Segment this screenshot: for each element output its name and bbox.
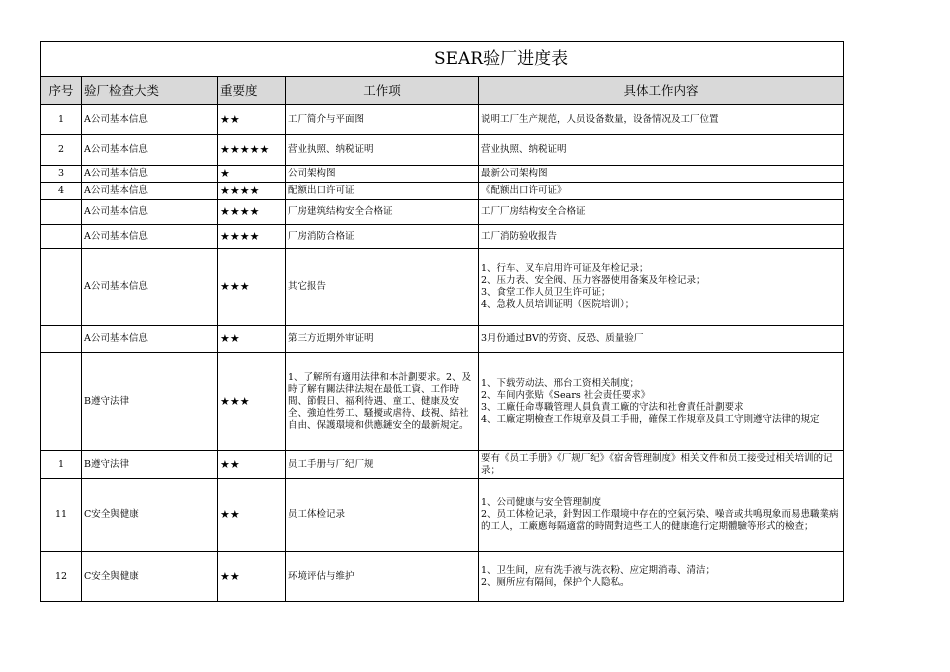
cell-item[interactable]: 营业执照、纳税证明 [286, 135, 479, 166]
table-row [41, 200, 844, 225]
detail-line: 1、行车、叉车启用许可证及年检记录； [481, 263, 649, 274]
cell-importance[interactable]: ★★ [218, 105, 286, 135]
cell-item[interactable]: 1、了解所有適用法律和本計劃要求。2、及時了解有關法律法規在最低工資、工作時間、節假日、福利待遇、童工、健康及安全、強迫性勞工、騷擾或虐待、歧視、結社自由、保護環境和供應鏈安全的最新規定。 [286, 353, 479, 451]
cell-detail[interactable] [479, 479, 844, 552]
cell-no[interactable]: 4 [41, 183, 82, 200]
detail-line: 说明工厂生产规范，人员设备数量，设备情况及工厂位置 [481, 113, 719, 125]
sheet-title: SEAR验厂进度表 [41, 42, 844, 77]
cell-no[interactable]: 1 [41, 105, 82, 135]
cell-importance[interactable]: ★★★ [218, 249, 286, 326]
detail-line: 最新公司架构图 [481, 168, 548, 179]
cell-importance[interactable]: ★★ [218, 326, 286, 353]
table-row [41, 249, 844, 326]
cell-category[interactable]: A公司基本信息 [82, 183, 218, 200]
cell-no[interactable]: 1 [41, 451, 82, 479]
cell-detail[interactable] [479, 183, 844, 200]
cell-no[interactable]: 2 [41, 135, 82, 166]
detail-line: 营业执照、纳税证明 [481, 144, 567, 155]
cell-no[interactable] [41, 249, 82, 326]
detail-line: 《配额出口许可证》 [481, 185, 567, 196]
table-row [41, 166, 844, 183]
table-row [41, 353, 844, 451]
detail-line: 1、下载劳动法、邢台工资相关制度； [481, 377, 640, 389]
cell-importance[interactable]: ★★ [218, 552, 286, 602]
table-row [41, 135, 844, 166]
detail-line: 4、急救人员培训证明（医院培训）； [481, 299, 635, 310]
detail-line: 3、工廠任命專職管理人員負責工廠的守法和社會責任計劃要求 [481, 401, 744, 413]
cell-importance[interactable]: ★★★ [218, 353, 286, 451]
cell-importance[interactable]: ★★★★ [218, 200, 286, 225]
detail-line: 1、卫生间，应有洗手液与洗衣粉、应定期消毒、清洁； [481, 564, 716, 576]
detail-line: 工厂消防验收报告 [481, 230, 558, 242]
cell-no[interactable] [41, 326, 82, 353]
cell-detail[interactable] [479, 552, 844, 602]
cell-detail[interactable] [479, 200, 844, 225]
table-row [41, 105, 844, 135]
table-row [41, 552, 844, 602]
header-item[interactable]: 工作项 [286, 77, 479, 105]
cell-category[interactable]: A公司基本信息 [82, 225, 218, 249]
table-row [41, 326, 844, 353]
table-row [41, 183, 844, 200]
cell-detail[interactable] [479, 451, 844, 479]
cell-item[interactable]: 厂房建筑结构安全合格证 [286, 200, 479, 225]
detail-line: 2、厕所应有隔间，保护个人隐私。 [481, 576, 630, 588]
cell-importance[interactable]: ★★ [218, 451, 286, 479]
cell-item[interactable]: 工厂简介与平面图 [286, 105, 479, 135]
cell-category[interactable]: A公司基本信息 [82, 135, 218, 166]
cell-category[interactable]: A公司基本信息 [82, 249, 218, 326]
table-row [41, 225, 844, 249]
detail-line: 工厂厂房结构安全合格证 [481, 206, 586, 217]
cell-item[interactable]: 第三方近期外审证明 [286, 326, 479, 353]
cell-no[interactable] [41, 200, 82, 225]
table-row [41, 479, 844, 552]
header-row [41, 77, 844, 105]
cell-no[interactable]: 11 [41, 479, 82, 552]
detail-line: 3、食堂工作人员卫生许可证； [481, 287, 611, 298]
cell-category[interactable]: A公司基本信息 [82, 105, 218, 135]
cell-detail[interactable] [479, 326, 844, 353]
detail-line: 2、压力表、安全阀、压力容器使用备案及年检记录； [481, 275, 706, 286]
header-category[interactable]: 验厂检查大类 [82, 77, 218, 105]
cell-item[interactable]: 公司架构图 [286, 166, 479, 183]
header-detail[interactable]: 具体工作内容 [479, 77, 844, 105]
cell-detail[interactable] [479, 249, 844, 326]
detail-line: 要有《员工手册》《厂规厂纪》《宿舍管理制度》相关文件和员工接受过相关培训的记录； [481, 452, 833, 476]
cell-item[interactable]: 配额出口许可证 [286, 183, 479, 200]
detail-line: 3月份通过BV的劳资、反恐、质量验厂 [481, 333, 644, 344]
table-row [41, 451, 844, 479]
cell-detail[interactable] [479, 105, 844, 135]
cell-importance[interactable]: ★ [218, 166, 286, 183]
cell-item[interactable]: 其它报告 [286, 249, 479, 326]
cell-importance[interactable]: ★★★★ [218, 225, 286, 249]
cell-detail[interactable] [479, 353, 844, 451]
cell-detail[interactable] [479, 135, 844, 166]
progress-table [40, 41, 844, 602]
cell-no[interactable]: 12 [41, 552, 82, 602]
cell-no[interactable] [41, 353, 82, 451]
cell-no[interactable] [41, 225, 82, 249]
detail-line: 2、员工体检记录，針對因工作環境中存在的空氣污染、噪音或共鳴現象而易患職業病的工人，工廠應每隔適當的時間對這些工人的健康進行定期體驗等形式的檢查； [481, 509, 839, 532]
cell-detail[interactable] [479, 225, 844, 249]
cell-item[interactable]: 厂房消防合格证 [286, 225, 479, 249]
detail-line: 2、车间内张贴《Sears 社会责任要求》 [481, 389, 651, 401]
cell-category[interactable]: C安全與健康 [82, 479, 218, 552]
header-importance[interactable]: 重要度 [218, 77, 286, 105]
cell-category[interactable]: C安全與健康 [82, 552, 218, 602]
cell-importance[interactable]: ★★ [218, 479, 286, 552]
title-row [41, 42, 844, 77]
detail-line: 1、公司健康与安全管理制度 [481, 497, 602, 508]
cell-category[interactable]: B遵守法律 [82, 451, 218, 479]
cell-no[interactable]: 3 [41, 166, 82, 183]
cell-category[interactable]: A公司基本信息 [82, 326, 218, 353]
cell-category[interactable]: B遵守法律 [82, 353, 218, 451]
cell-importance[interactable]: ★★★★★ [218, 135, 286, 166]
cell-item[interactable]: 环境评估与维护 [286, 552, 479, 602]
cell-importance[interactable]: ★★★★ [218, 183, 286, 200]
header-no[interactable]: 序号 [41, 77, 82, 105]
cell-detail[interactable] [479, 166, 844, 183]
progress-sheet [40, 41, 843, 602]
detail-line: 4、工廠定期檢查工作規章及員工手冊，確保工作規章及員工守則遵守法律的規定 [481, 413, 820, 425]
cell-category[interactable]: A公司基本信息 [82, 166, 218, 183]
cell-item[interactable]: 员工手册与厂纪厂规 [286, 451, 479, 479]
cell-category[interactable]: A公司基本信息 [82, 200, 218, 225]
cell-item[interactable]: 员工体检记录 [286, 479, 479, 552]
